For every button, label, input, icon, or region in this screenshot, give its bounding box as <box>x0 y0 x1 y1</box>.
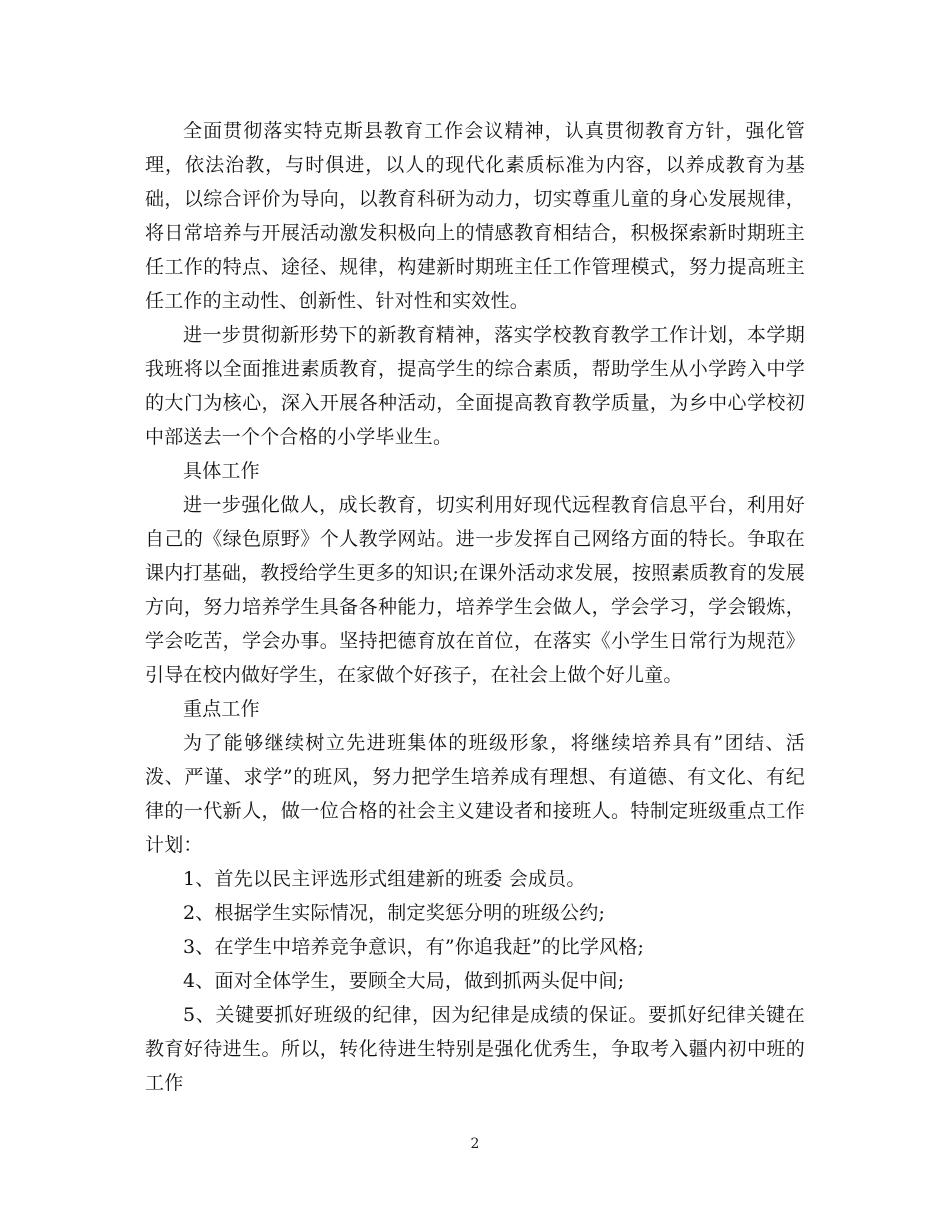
page-number: 2 <box>470 1136 480 1152</box>
list-item: 2、根据学生实际情况，制定奖惩分明的班级公约; <box>183 902 606 924</box>
document-body <box>145 114 805 1100</box>
list-item: 5、关键要抓好班级的纪律，因为纪律是成绩的保证。要抓好纪律关键在教育好待进生。所以，转化待进生特别是强化优秀生，争取考入疆内初中班的工作 <box>145 1004 805 1094</box>
list-item: 3、在学生中培养竞争意识，有”你追我赶”的比学风格; <box>183 936 645 958</box>
paragraph-specific-work: 进一步强化做人，成长教育，切实利用好现代远程教育信息平台，利用好自己的《绿色原野》个人教学网站。进一步发挥自己网络方面的特长。争取在课内打基础，教授给学生更多的知识;在课外活动求发展，按照素质教育的发展方向，努力培养学生具备各种能力，培养学生会做人，学会学习，学会锻炼，学会吃苦，学会办事。坚持把德育放在首位，在落实《小学生日常行为规范》引导在校内做好学生，在家做个好孩子，在社会上做个好儿童。 <box>145 494 805 686</box>
list-item: 1、首先以民主评选形式组建新的班委 会成员。 <box>183 868 586 890</box>
list-item: 4、面对全体学生，要顾全大局，做到抓两头促中间; <box>183 970 625 992</box>
heading-specific-work: 具体工作 <box>183 460 260 482</box>
paragraph-semester-goal: 进一步贯彻新形势下的新教育精神，落实学校教育教学工作计划，本学期我班将以全面推进素质教育，提高学生的综合素质，帮助学生从小学跨入中学的大门为核心，深入开展各种活动，全面提高教育教学质量，为乡中心学校初中部送去一个个合格的小学毕业生。 <box>145 324 805 448</box>
paragraph-intro: 全面贯彻落实特克斯县教育工作会议精神，认真贯彻教育方针，强化管理，依法治教，与时俱进，以人的现代化素质标准为内容，以养成教育为基础，以综合评价为导向，以教育科研为动力，切实尊重儿童的身心发展规律，将日常培养与开展活动激发积极向上的情感教育相结合，积极探索新时期班主任工作的特点、途径、规律，构建新时期班主任工作管理模式，努力提高班主任工作的主动性、创新性、针对性和实效性。 <box>145 120 805 312</box>
heading-key-work: 重点工作 <box>183 698 260 720</box>
paragraph-key-work: 为了能够继续树立先进班集体的班级形象，将继续培养具有”团结、活泼、严谨、求学”的班风，努力把学生培养成有理想、有道德、有文化、有纪律的一代新人，做一位合格的社会主义建设者和接班人。特制定班级重点工作计划： <box>145 732 805 856</box>
